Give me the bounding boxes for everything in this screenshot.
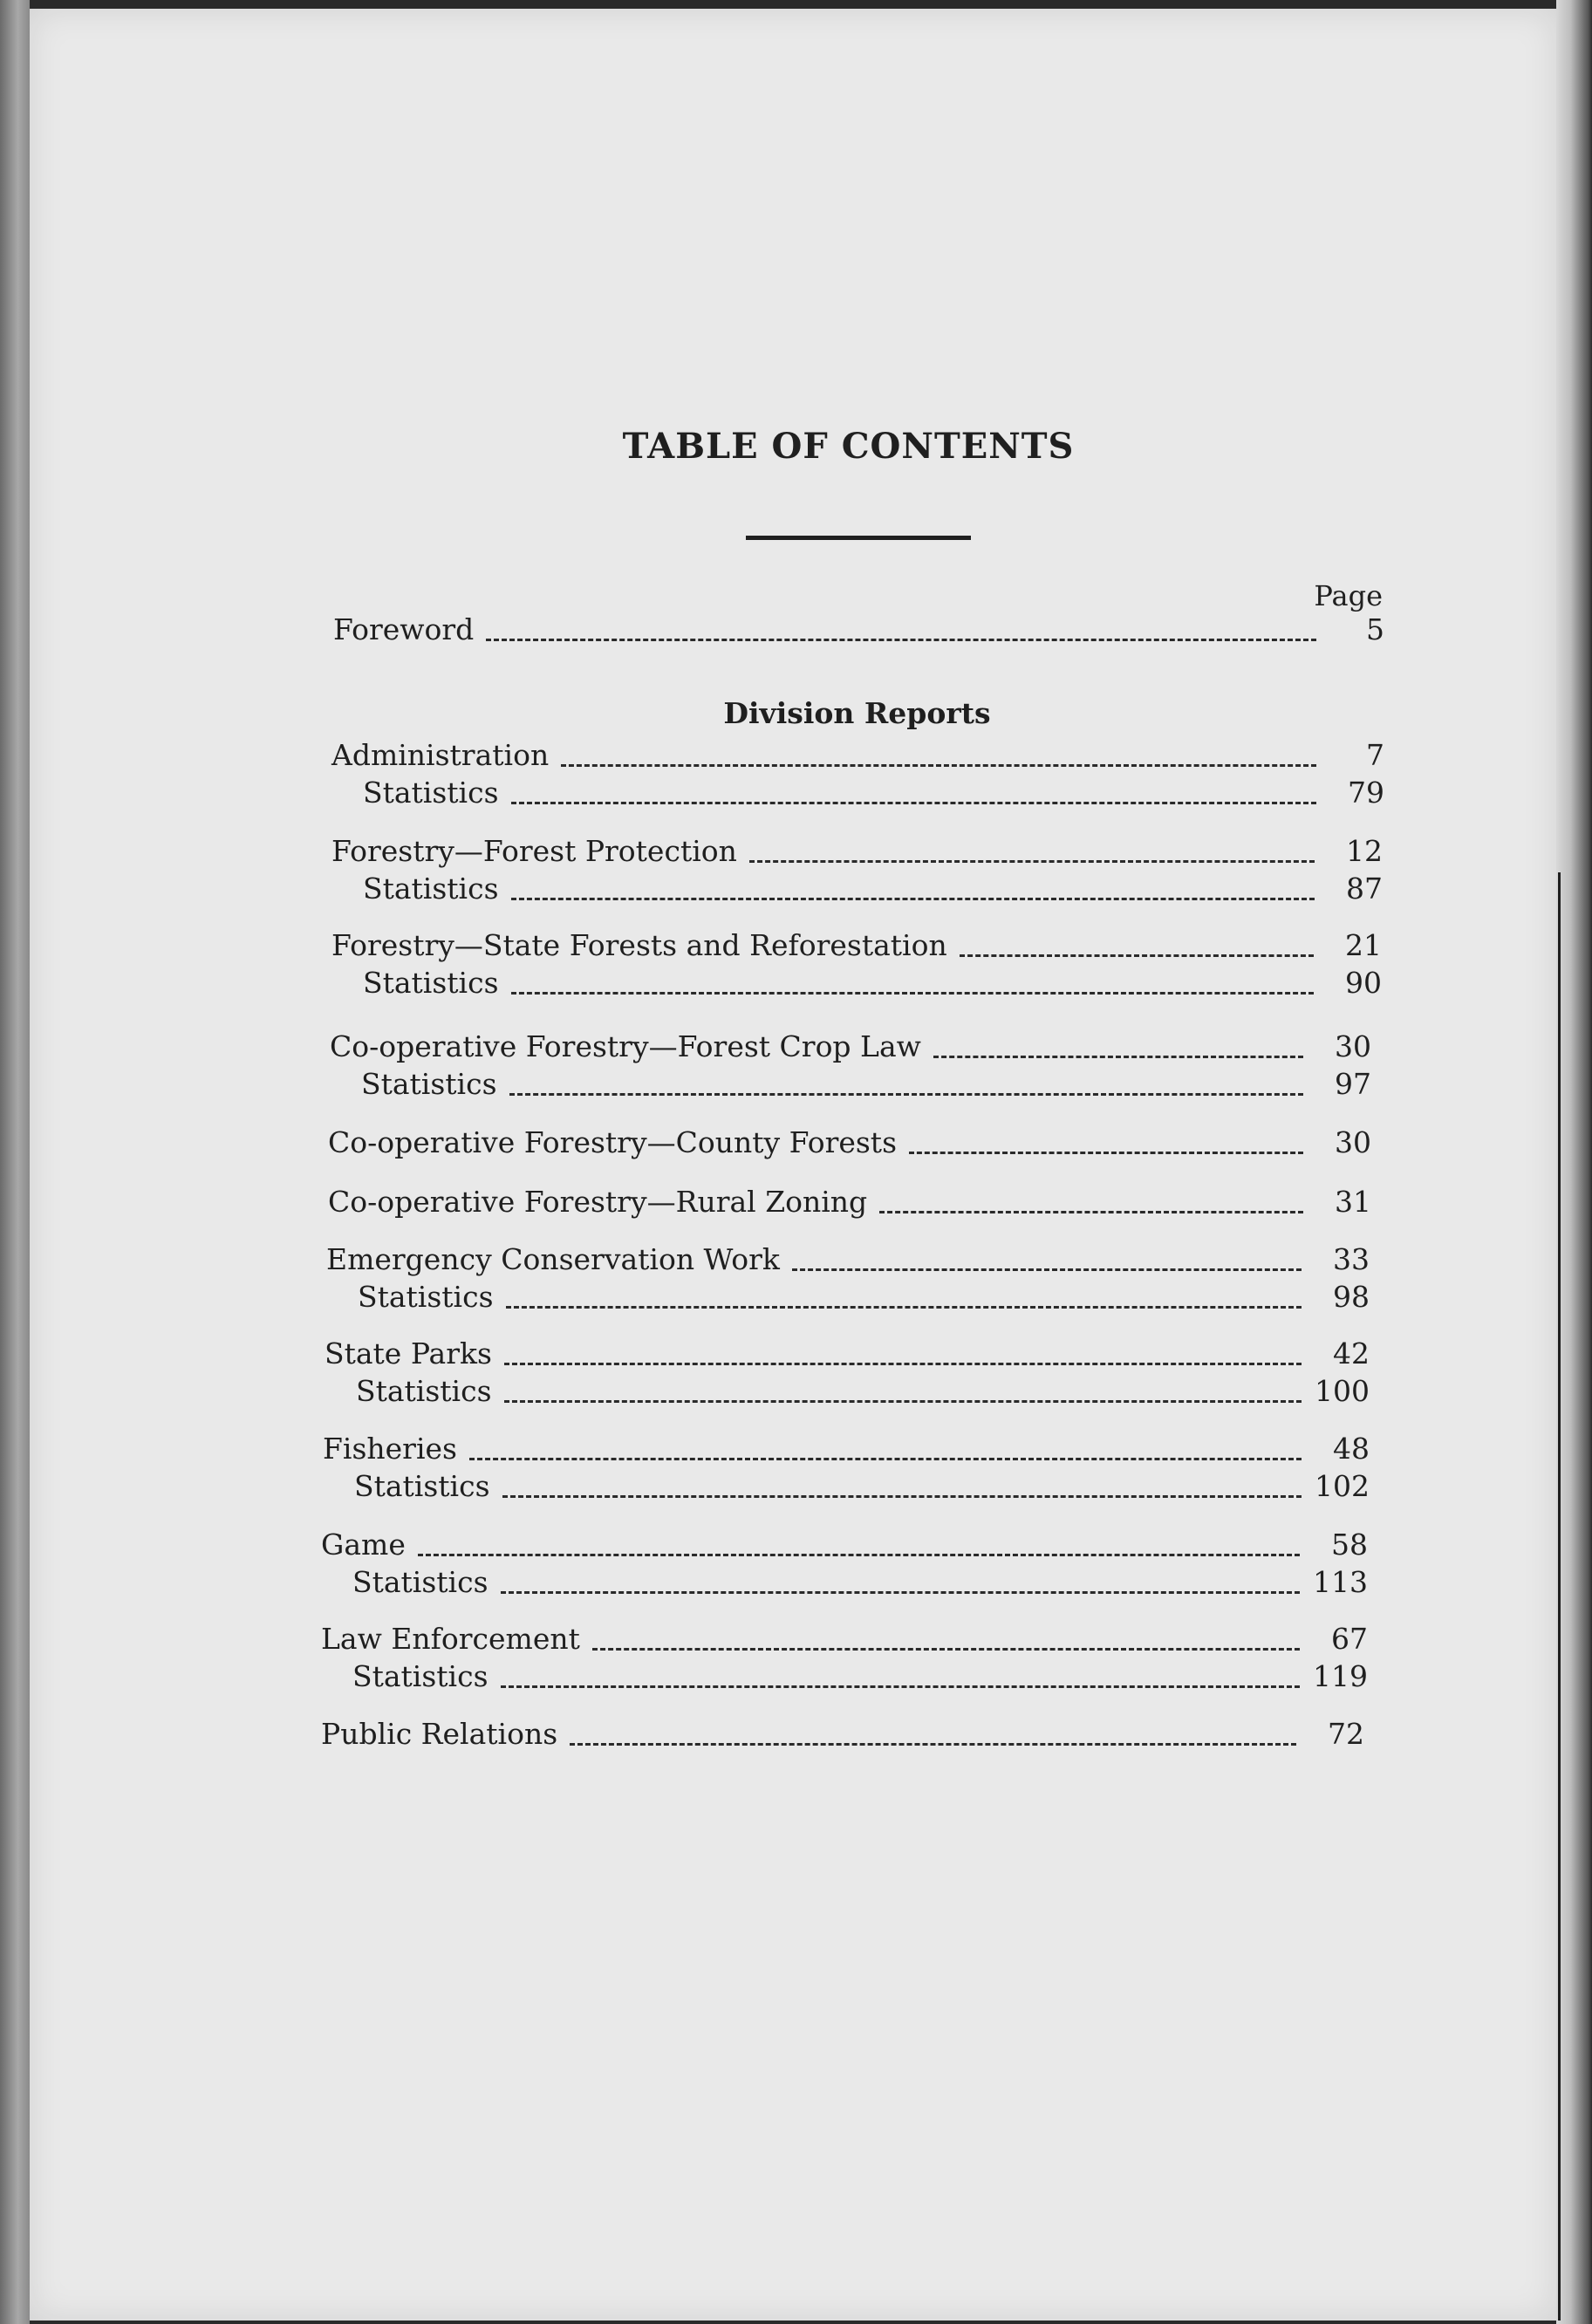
toc-entry-page: 72 [1328,1717,1364,1751]
toc-row [354,1469,1370,1507]
toc-entry-label: Co-operative Forestry—County Forests [328,1125,898,1159]
toc-row [331,928,1382,967]
toc-entry-page: 67 [1331,1622,1368,1656]
book-spine [0,0,30,2324]
toc-entry-label: Administration [331,738,550,772]
toc-entry-page: 113 [1313,1565,1368,1599]
toc-entry-page: 30 [1335,1029,1371,1063]
dot-leader [511,992,1314,995]
page-column-label: Page [1314,579,1383,612]
toc-row [321,1622,1368,1660]
toc-row [356,1374,1370,1412]
toc-entry-label: Statistics [363,872,499,906]
toc-entry-page: 42 [1333,1336,1370,1370]
toc-entry-page: 21 [1345,928,1382,962]
dot-leader [501,1685,1300,1688]
toc-entry-label: Statistics [358,1280,494,1314]
toc-entry-page: 79 [1348,776,1384,810]
toc-entry-page: 119 [1313,1659,1368,1693]
toc-entry-label: Statistics [363,966,499,1000]
toc-row [363,872,1383,910]
toc-row [331,834,1383,872]
toc-entry-label: Fisheries [323,1432,457,1466]
toc-entry-page: 33 [1333,1242,1370,1276]
toc-row [321,1528,1368,1566]
toc-entry-page: 100 [1315,1374,1370,1408]
toc-row [323,1432,1370,1470]
dot-leader [933,1056,1303,1058]
toc-entry-label: Law Enforcement [321,1622,580,1656]
toc-row [361,1067,1371,1105]
toc-row-foreword [333,612,1384,651]
toc-entry-label: Game [321,1528,406,1562]
toc-entry-page: 102 [1315,1469,1370,1503]
toc-row [330,1029,1371,1068]
dot-leader [469,1458,1302,1460]
dot-leader [960,954,1314,957]
toc-entry-page: 87 [1346,872,1383,906]
dot-leader [570,1743,1296,1746]
toc-entry-label: Forestry—Forest Protection [331,834,737,868]
toc-row [363,776,1384,814]
toc-row [358,1280,1370,1318]
toc-entry-page: 90 [1345,966,1382,1000]
dot-leader [592,1648,1300,1651]
binding-edge [1558,872,1561,2321]
toc-entry-page: 58 [1331,1528,1368,1562]
toc-entry-label: Statistics [352,1565,489,1599]
document-page [30,9,1556,2321]
title-divider [746,536,971,540]
toc-row [321,1717,1364,1755]
toc-row [326,1242,1370,1281]
dot-leader [418,1554,1300,1556]
toc-entry-label: Statistics [354,1469,490,1503]
dot-leader [511,898,1315,900]
toc-entry-label: Public Relations [321,1717,558,1751]
toc-entry-label: Statistics [361,1067,497,1101]
dot-leader [749,860,1315,863]
dot-leader [501,1591,1300,1594]
dot-leader [561,764,1316,767]
toc-entry-page: 48 [1333,1432,1370,1466]
toc-row [352,1659,1368,1698]
toc-entry-label: Foreword [333,612,475,646]
toc-entry-page: 7 [1366,738,1384,772]
toc-entry-label: Statistics [352,1659,489,1693]
dot-leader [879,1211,1303,1213]
toc-entry-label: Statistics [363,776,499,810]
page-edge [1556,0,1592,2324]
toc-entry-label: Co-operative Forestry—Forest Crop Law [330,1029,921,1063]
dot-leader [511,802,1316,804]
dot-leader [504,1400,1302,1403]
toc-entry-page: 31 [1335,1185,1371,1219]
toc-entry-label: Forestry—State Forests and Reforestation [331,928,947,962]
section-heading: Division Reports [723,696,991,730]
page-title: TABLE OF CONTENTS [622,426,1075,467]
toc-entry-label: Co-operative Forestry—Rural Zoning [328,1185,868,1219]
dot-leader [502,1495,1302,1498]
dot-leader [486,639,1316,641]
dot-leader [909,1152,1303,1154]
toc-row [352,1565,1368,1603]
toc-entry-page: 12 [1346,834,1383,868]
toc-entry-page: 5 [1366,612,1384,646]
toc-row [328,1185,1371,1223]
dot-leader [504,1363,1302,1365]
toc-entry-page: 97 [1335,1067,1371,1101]
toc-entry-page: 98 [1333,1280,1370,1314]
toc-entry-label: Statistics [356,1374,492,1408]
toc-entry-label: State Parks [325,1336,492,1370]
toc-row [363,966,1382,1004]
toc-row [331,738,1384,776]
toc-entry-page: 30 [1335,1125,1371,1159]
toc-row [325,1336,1370,1375]
dot-leader [506,1306,1302,1309]
dot-leader [509,1093,1303,1096]
dot-leader [792,1268,1302,1271]
toc-entry-label: Emergency Conservation Work [326,1242,780,1276]
toc-row [328,1125,1371,1164]
